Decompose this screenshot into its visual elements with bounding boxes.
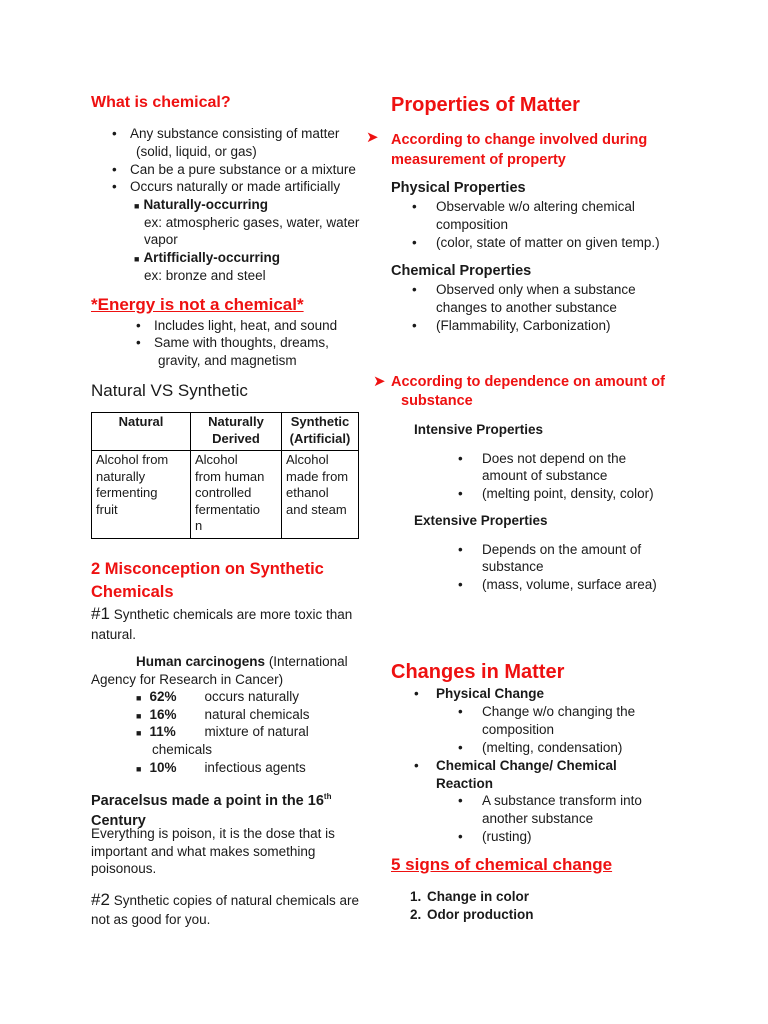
- energy-bullet-1: • Includes light, heat, and sound: [136, 318, 338, 333]
- artificially-example: ex: bronze and steel: [144, 268, 266, 283]
- physical-change-item-1: • Change w/o changing the: [458, 704, 636, 719]
- stat-item: ■ 10% infectious agents: [136, 760, 306, 775]
- energy-bullet-2-cont: gravity, and magnetism: [158, 353, 297, 368]
- bullet-dot-icon: •: [458, 542, 463, 557]
- table-header-cell: Synthetic (Artificial): [282, 413, 359, 451]
- naturally-example-1: ex: atmospheric gases, water, water: [144, 215, 360, 230]
- bullet-dot-icon: •: [458, 740, 463, 755]
- physical-bullet-1: • Observable w/o altering chemical: [412, 199, 635, 214]
- arrow-bullet-icon: ➤: [366, 129, 379, 146]
- square-bullet-icon: ■: [136, 764, 142, 774]
- bullet-dot-icon: •: [112, 162, 117, 177]
- stat-item-cont: chemicals: [152, 742, 213, 757]
- square-bullet-icon: ■: [136, 711, 142, 721]
- arrow-heading-2: According to dependence on amount of substance: [391, 374, 665, 409]
- misconception-title: 2 Misconception on Synthetic Chemicals: [91, 560, 324, 601]
- chem-bullet-3: • Occurs naturally or made artificially: [112, 179, 341, 194]
- square-bullet-icon: ■: [134, 254, 140, 264]
- table-cell: Alcohol from naturally fermenting fruit: [92, 451, 191, 539]
- physical-change-item-2: • (melting, condensation): [458, 740, 623, 755]
- artificially-occurring: ■ Artifficially-occurring: [134, 250, 280, 265]
- naturally-example-2: vapor: [144, 232, 178, 247]
- table-cell: Alcohol made from ethanol and steam: [282, 451, 359, 539]
- bullet-dot-icon: •: [412, 199, 417, 214]
- bullet-dot-icon: •: [136, 335, 141, 350]
- bullet-dot-icon: •: [136, 318, 141, 333]
- physical-change-item-1-cont: composition: [482, 722, 555, 737]
- physical-change: • Physical Change: [414, 686, 545, 701]
- bullet-dot-icon: •: [458, 829, 463, 844]
- energy-bullet-2: • Same with thoughts, dreams,: [136, 335, 329, 350]
- bullet-dot-icon: •: [458, 704, 463, 719]
- bullet-dot-icon: •: [458, 793, 463, 808]
- stat-item: ■ 16% natural chemicals: [136, 707, 310, 722]
- signs-title: 5 signs of chemical change: [391, 855, 613, 874]
- square-bullet-icon: ■: [134, 201, 140, 211]
- arrow-heading-1: According to change involved during measurement of property: [391, 132, 648, 168]
- intensive-bullet-1: • Does not depend on the: [458, 451, 627, 466]
- bullet-dot-icon: •: [458, 577, 463, 592]
- chem-bullet-1: • Any substance consisting of matter: [112, 126, 340, 141]
- misconception-1-cont: natural.: [91, 627, 137, 642]
- chemical-change: • Chemical Change/ Chemical: [414, 758, 617, 773]
- bullet-dot-icon: •: [412, 282, 417, 297]
- carcinogens-line-cont: Agency for Research in Cancer): [91, 672, 284, 687]
- square-bullet-icon: ■: [136, 693, 142, 703]
- changes-title: Changes in Matter: [391, 661, 565, 683]
- intensive-title: Intensive Properties: [414, 422, 544, 437]
- bullet-dot-icon: •: [412, 235, 417, 250]
- extensive-bullet-1: • Depends on the amount of: [458, 542, 642, 557]
- extensive-bullet-2: • (mass, volume, surface area): [458, 577, 657, 592]
- properties-title: Properties of Matter: [391, 94, 580, 116]
- arrow-bullet-icon: ➤: [373, 373, 386, 390]
- extensive-bullet-1-cont: substance: [482, 559, 544, 574]
- table-cell: Alcohol from human controlled fermentatio n: [191, 451, 282, 539]
- carcinogens-line: Human carcinogens (International: [136, 654, 348, 669]
- sign-item-2: 2. Odor production: [410, 907, 534, 922]
- physical-bullet-1-cont: composition: [436, 217, 509, 232]
- table-header-cell: Natural: [92, 413, 191, 451]
- sign-item-1: 1. Change in color: [410, 889, 530, 904]
- naturally-occurring: ■ Naturally-occurring: [134, 197, 268, 212]
- stat-item: ■ 11% mixture of natural: [136, 724, 309, 739]
- square-bullet-icon: ■: [136, 728, 142, 738]
- intensive-bullet-1-cont: amount of substance: [482, 468, 608, 483]
- stat-item: ■ 62% occurs naturally: [136, 689, 299, 704]
- chemical-bullet-1: • Observed only when a substance: [412, 282, 636, 297]
- chem-bullet-2: • Can be a pure substance or a mixture: [112, 162, 356, 177]
- misconception-2: #2 Synthetic copies of natural chemicals are: [91, 890, 360, 909]
- natural-vs-synthetic-title: Natural VS Synthetic: [91, 381, 248, 400]
- chemical-properties-title: Chemical Properties: [391, 263, 532, 279]
- table-row: [92, 451, 359, 539]
- chemical-bullet-2: • (Flammability, Carbonization): [412, 318, 611, 333]
- paracelsus-heading: Paracelsus made a point in the 16th Century: [91, 792, 332, 829]
- poison-text: Everything is poison, it is the dose that is important and what makes something poisonous.: [91, 826, 335, 876]
- chemical-change-item-2: • (rusting): [458, 829, 532, 844]
- misconception-2-cont: not as good for you.: [91, 912, 211, 927]
- physical-properties-title: Physical Properties: [391, 180, 526, 196]
- table-header-row: [92, 413, 359, 451]
- chemical-bullet-1-cont: changes to another substance: [436, 300, 617, 315]
- bullet-dot-icon: •: [458, 486, 463, 501]
- bullet-dot-icon: •: [414, 686, 419, 701]
- chemical-change-item-1-cont: another substance: [482, 811, 594, 826]
- table-header-cell: Naturally Derived: [191, 413, 282, 451]
- bullet-dot-icon: •: [412, 318, 417, 333]
- bullet-dot-icon: •: [414, 758, 419, 773]
- chemical-change-cont: Reaction: [436, 776, 494, 791]
- chemical-change-item-1: • A substance transform into: [458, 793, 642, 808]
- intensive-bullet-2: • (melting point, density, color): [458, 486, 654, 501]
- physical-bullet-2: • (color, state of matter on given temp.): [412, 235, 660, 250]
- chem-bullet-1-cont: (solid, liquid, or gas): [136, 144, 257, 159]
- what-is-chemical-title: What is chemical?: [91, 94, 231, 111]
- bullet-dot-icon: •: [112, 126, 117, 141]
- bullet-dot-icon: •: [458, 451, 463, 466]
- natural-vs-synthetic-table: [91, 412, 359, 539]
- energy-title: *Energy is not a chemical*: [91, 295, 304, 314]
- bullet-dot-icon: •: [112, 179, 117, 194]
- misconception-1: #1 Synthetic chemicals are more toxic than: [91, 604, 353, 623]
- extensive-title: Extensive Properties: [414, 513, 548, 528]
